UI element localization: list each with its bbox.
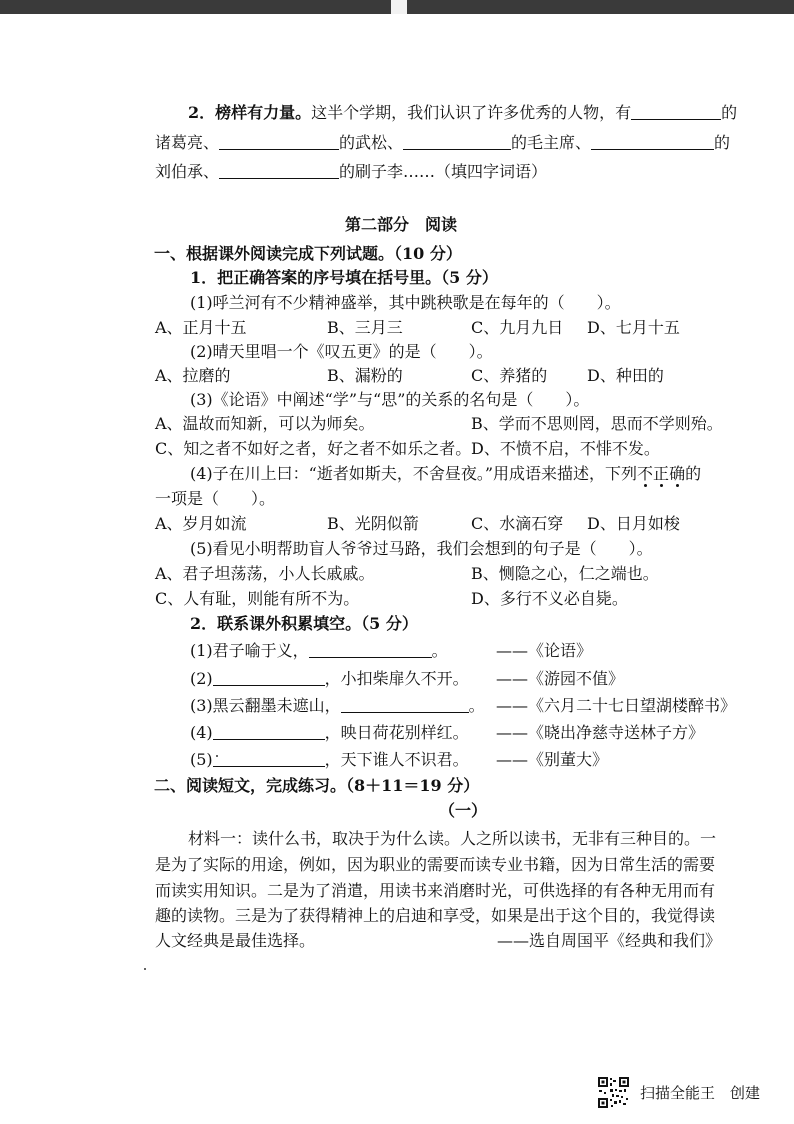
q2-blank-1[interactable]: [631, 101, 721, 120]
section2-title: 二、阅读短文，完成练习。（8＋11＝19 分）: [154, 776, 480, 795]
watermark-text: 扫描全能王 创建: [640, 1084, 761, 1102]
q2-line3: 刘伯承、 的刷子李……（填四字词语）: [155, 162, 548, 181]
q4-opt-c: C、水滴石穿: [471, 514, 564, 533]
scan-notch: [391, 0, 407, 14]
fill-source-3: ——《六月二十七日望湖楼醉书》: [496, 696, 737, 715]
q1-opt-d: D、七月十五: [587, 318, 680, 337]
q1-opt-a: A、正月十五: [155, 318, 247, 337]
fill-blank-2[interactable]: [213, 667, 325, 686]
fill-row-1: (1)君子喻于义， 。: [190, 641, 448, 660]
q5-opt-a: A、君子坦荡荡，小人长戚戚。: [155, 564, 375, 583]
q3-opt-b: B、学而不思则罔，思而不学则殆。: [471, 414, 723, 433]
q1-opt-c: C、九月九日: [471, 318, 564, 337]
passage-line-3: 而读实用知识。二是为了消遣，用读书来消磨时光，可供选择的有各种无用而有: [155, 881, 716, 900]
passage-label: （一）: [439, 801, 488, 820]
q4-opt-a: A、岁月如流: [155, 514, 247, 533]
scan-speck: [144, 968, 146, 970]
q1-opt-b: B、三月三: [327, 318, 403, 337]
q2-blank-3[interactable]: [403, 131, 511, 150]
fill-blank-3[interactable]: [341, 694, 469, 713]
q4-opt-b: B、光阴似箭: [327, 514, 419, 533]
q2-title: 2．榜样有力量。: [188, 103, 312, 122]
q2-opt-c: C、养猪的: [471, 366, 548, 385]
q5-stem: (5)看见小明帮助盲人爷爷过马路，我们会想到的句子是（ ）。: [190, 539, 653, 558]
fill-row-4: (4) ，映日荷花别样红。: [190, 723, 469, 742]
scan-speck: [216, 755, 218, 757]
q2-blank-4[interactable]: [591, 131, 714, 150]
sub1-title: 1．把正确答案的序号填在括号里。（5 分）: [190, 268, 498, 287]
fill-blank-4[interactable]: [213, 721, 325, 740]
sub2-title: 2．联系课外积累填空。（5 分）: [190, 614, 418, 633]
q4-stem: (4)子在川上曰：“逝者如斯夫，不舍昼夜。”用成语来描述，下列不正确的: [190, 464, 702, 483]
q2-de: 的: [721, 103, 738, 122]
q3-opt-a: A、温故而知新，可以为师矣。: [155, 414, 375, 433]
scanner-watermark: [597, 1076, 777, 1110]
passage-line-4: 趣的读物。三是为了获得精神上的启迪和享受，如果是出于这个目的，我觉得读: [155, 906, 716, 925]
qr-code-icon: [597, 1076, 630, 1109]
fill-row-5: (5) ，天下谁人不识君。: [190, 750, 469, 769]
passage-line-2: 是为了实际的用途，例如，因为职业的需要而读专业书籍，因为日常生活的需要: [155, 855, 716, 874]
emphasis-char: 不: [637, 464, 654, 483]
q2-opt-a: A、拉磨的: [155, 366, 231, 385]
fill-blank-5[interactable]: [213, 748, 325, 767]
q5-opt-d: D、多行不义必自毙。: [471, 589, 628, 608]
q5-opt-c: C、人有耻，则能有所不为。: [155, 589, 360, 608]
fill-blank-1[interactable]: [309, 639, 432, 658]
q2-opt-d: D、种田的: [587, 366, 664, 385]
fill-source-2: ——《游园不值》: [496, 669, 625, 688]
emphasis-char: 正: [653, 464, 670, 483]
passage-source: ——选自周国平《经典和我们》: [497, 931, 722, 950]
fill-source-5: ——《别董大》: [496, 750, 609, 769]
q2-stem: (2)晴天里唱一个《叹五更》的是（ ）。: [190, 342, 493, 361]
q2-text: 这半个学期，我们认识了许多优秀的人物，有: [311, 103, 632, 122]
q4-stem-line2: 一项是（ ）。: [155, 489, 276, 508]
q1-stem: (1)呼兰河有不少精神盛举，其中跳秧歌是在每年的（ ）。: [190, 293, 621, 312]
section1-title: 一、根据课外阅读完成下列试题。（10 分）: [154, 244, 462, 263]
passage-line-1: 材料一：读什么书，取决于为什么读。人之所以读书，无非有三种目的。一: [188, 829, 717, 848]
q3-stem: (3)《论语》中阐述“学”与“思”的关系的名句是（ ）。: [190, 390, 590, 409]
part2-title: 第二部分 阅读: [345, 215, 458, 234]
passage-line-5: 人文经典是最佳选择。: [155, 931, 316, 950]
q3-opt-d: D、不愤不启，不悱不发。: [471, 439, 660, 458]
q2-blank-2[interactable]: [219, 131, 339, 150]
fill-source-4: ——《晓出净慈寺送林子方》: [496, 723, 705, 742]
fill-row-2: (2) ，小扣柴扉久不开。: [190, 669, 469, 688]
q3-opt-c: C、知之者不如好之者，好之者不如乐之者。: [155, 439, 472, 458]
emphasis-char: 确: [669, 464, 686, 483]
fill-row-3: (3)黑云翻墨未遮山， 。: [190, 696, 485, 715]
q2-line2: 诸葛亮、 的武松、 的毛主席、 的: [155, 133, 731, 152]
q2-blank-5[interactable]: [219, 160, 339, 179]
q2-line1: [188, 101, 737, 125]
fill-source-1: ——《论语》: [496, 641, 593, 660]
scan-top-edge: [0, 0, 794, 14]
q5-opt-b: B、恻隐之心，仁之端也。: [471, 564, 659, 583]
q2-opt-b: B、漏粉的: [327, 366, 403, 385]
q4-opt-d: D、日月如梭: [587, 514, 680, 533]
